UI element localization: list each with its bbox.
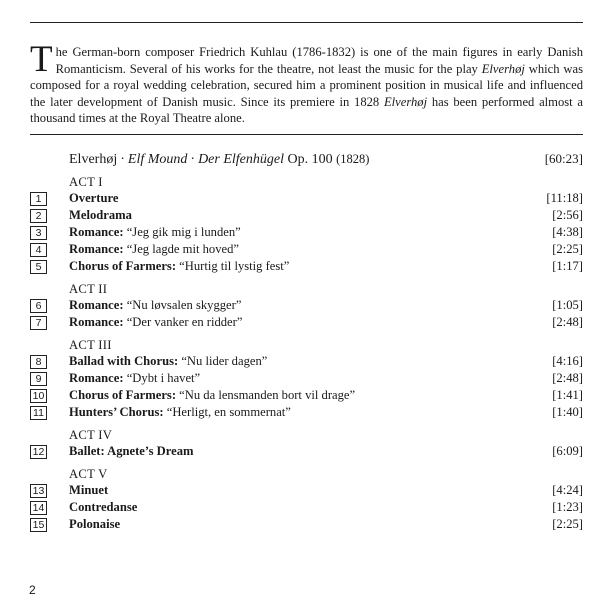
track-row — [30, 370, 583, 387]
track-duration: [4:16] — [552, 354, 583, 368]
track-row — [30, 190, 583, 207]
intro-paragraph — [30, 39, 583, 127]
track-number-box: 8 — [30, 355, 47, 369]
track-title-bold: Chorus of Farmers: — [69, 259, 177, 273]
track-listing — [30, 150, 583, 533]
track-row — [30, 443, 583, 460]
track-row — [30, 482, 583, 499]
track-row — [30, 387, 583, 404]
track-number-box: 9 — [30, 372, 47, 386]
track-title-bold: Minuet — [69, 483, 109, 497]
track-title-bold: Hunters’ Chorus: — [69, 405, 164, 419]
section-rule — [30, 134, 583, 135]
track-title-bold: Melodrama — [69, 208, 132, 222]
track-title-bold: Overture — [69, 191, 119, 205]
work-title-german: Der Elfenhügel — [198, 152, 284, 167]
track-number-box: 7 — [30, 316, 47, 330]
track-title-quote: “Hurtig til lystig fest” — [176, 259, 290, 273]
track-number-box: 10 — [30, 389, 47, 403]
track-row — [30, 241, 583, 258]
act-title: ACT I — [69, 175, 103, 189]
track-title — [69, 258, 289, 275]
track-title — [69, 387, 355, 404]
track-title — [69, 443, 194, 460]
track-row — [30, 224, 583, 241]
track-title — [69, 207, 132, 224]
track-title-bold: Contredanse — [69, 500, 138, 514]
track-title — [69, 499, 137, 516]
track-title — [69, 241, 239, 258]
track-duration: [1:40] — [552, 405, 583, 419]
act-section — [30, 281, 583, 331]
track-duration: [2:48] — [552, 315, 583, 329]
track-duration: [11:18] — [546, 191, 583, 205]
track-row — [30, 499, 583, 516]
act-section — [30, 174, 583, 275]
work-title-english: Elf Mound — [127, 152, 188, 167]
track-title-quote: “Dybt i havet” — [123, 371, 201, 385]
act-section — [30, 427, 583, 460]
track-row — [30, 516, 583, 533]
intro-text-2: which was composed for a royal wedding celebration, secured him a prominent position in musical life and influenced the later development of Danish music. Since its premiere in 1828 — [30, 61, 583, 109]
track-title-quote: “Herligt, en sommernat” — [163, 405, 291, 419]
track-duration: [2:48] — [552, 371, 583, 385]
track-duration: [2:25] — [552, 517, 583, 531]
track-title-bold: Chorus of Farmers: — [69, 388, 177, 402]
intro-play-title-2: Elverhøj — [383, 94, 428, 109]
track-number-box: 6 — [30, 299, 47, 313]
track-number-box: 14 — [30, 501, 47, 515]
track-title — [69, 404, 291, 421]
intro-text-1: he German-born composer Friedrich Kuhlau (1786-1832) is one of the main figures in early Danish Romanticism. Several of his works for the theatre, not least the music for the play — [55, 45, 583, 76]
act-section — [30, 466, 583, 533]
track-title — [69, 314, 242, 331]
track-title-quote: “Nu løvsalen skygger” — [123, 298, 242, 312]
title-separator: · — [120, 152, 125, 167]
track-number-box: 11 — [30, 406, 47, 420]
act-title: ACT II — [69, 282, 108, 296]
title-separator: · — [190, 152, 196, 167]
track-title-bold: Romance: — [69, 225, 124, 239]
track-duration: [1:23] — [552, 500, 583, 514]
track-number-box: 5 — [30, 260, 47, 274]
track-duration: [1:05] — [552, 298, 583, 312]
track-duration: [2:25] — [552, 242, 583, 256]
track-row — [30, 314, 583, 331]
track-title-bold: Romance: — [69, 371, 124, 385]
act-section — [30, 337, 583, 421]
track-number-box: 15 — [30, 518, 47, 532]
track-title-quote: “Nu lider dagen” — [178, 354, 268, 368]
total-duration: [60:23] — [544, 151, 583, 166]
track-number-box: 1 — [30, 192, 47, 206]
track-title — [69, 353, 267, 370]
track-title-bold: Romance: — [69, 242, 124, 256]
track-duration: [2:56] — [552, 208, 583, 222]
act-title: ACT IV — [69, 428, 113, 442]
work-year: (1828) — [336, 152, 370, 166]
track-title-bold: Ballet: Agnete’s Dream — [69, 444, 194, 458]
track-title — [69, 516, 120, 533]
intro-text-3: has been performed almost a thousand times at the Royal Theatre alone. — [30, 94, 583, 126]
track-duration: [4:38] — [552, 225, 583, 239]
track-number-box: 12 — [30, 445, 47, 459]
top-rule — [30, 22, 583, 23]
track-duration: [6:09] — [552, 444, 583, 458]
track-duration: [4:24] — [552, 483, 583, 497]
work-opus: Op. 100 — [287, 152, 333, 167]
track-title — [69, 297, 241, 314]
track-number-box: 3 — [30, 226, 47, 240]
track-title — [69, 482, 108, 499]
track-title-quote: “Der vanker en ridder” — [123, 315, 243, 329]
page-number: 2 — [29, 583, 36, 597]
act-title: ACT V — [69, 467, 108, 481]
track-title-quote: “Jeg gik mig i lunden” — [123, 225, 241, 239]
track-row — [30, 404, 583, 421]
track-title — [69, 190, 118, 207]
track-number-box: 4 — [30, 243, 47, 257]
acts-list — [30, 174, 583, 533]
track-title — [69, 224, 241, 241]
track-title-bold: Polonaise — [69, 517, 121, 531]
track-title-bold: Ballad with Chorus: — [69, 354, 179, 368]
act-title: ACT III — [69, 338, 112, 352]
work-heading — [30, 150, 583, 168]
track-number-box: 2 — [30, 209, 47, 223]
track-row — [30, 207, 583, 224]
drop-cap: T — [30, 39, 53, 80]
track-number-box: 13 — [30, 484, 47, 498]
intro-play-title-1: Elverhøj — [481, 61, 525, 76]
track-duration: [1:41] — [552, 388, 583, 402]
track-title — [69, 370, 200, 387]
track-title-bold: Romance: — [69, 315, 124, 329]
track-row — [30, 258, 583, 275]
track-title-quote: “Nu da lensmanden bort vil drage” — [176, 388, 356, 402]
track-row — [30, 353, 583, 370]
track-duration: [1:17] — [552, 259, 583, 273]
track-title-bold: Romance: — [69, 298, 124, 312]
work-title-danish: Elverhøj — [69, 152, 118, 167]
track-row — [30, 297, 583, 314]
track-title-quote: “Jeg lagde mit hoved” — [123, 242, 239, 256]
